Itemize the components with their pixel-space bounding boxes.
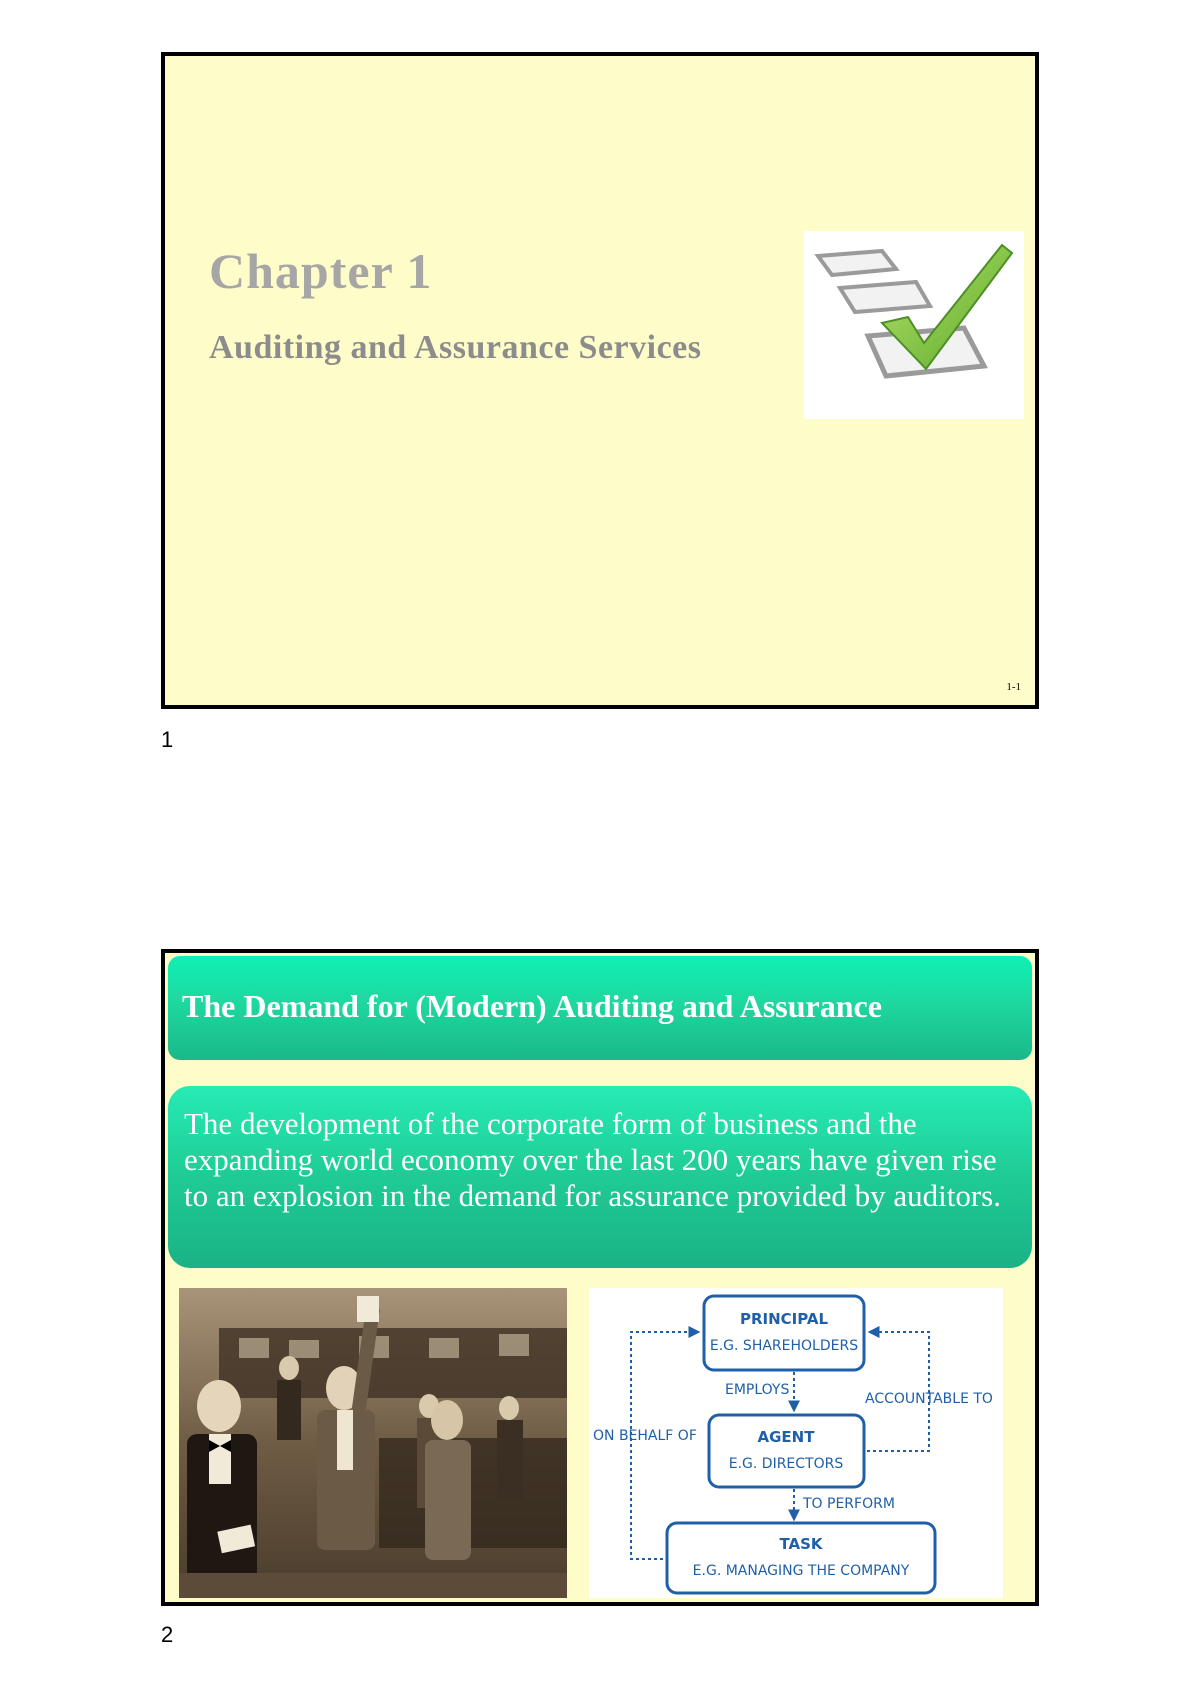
slide-title: The Demand for (Modern) Auditing and Assurance (182, 988, 882, 1024)
agent-example: E.G. DIRECTORS (728, 1456, 844, 1472)
agent-box (709, 1415, 864, 1487)
chapter-subtitle: Auditing and Assurance Services (209, 329, 702, 366)
slide-number: 1-1 (1006, 681, 1021, 693)
employs-label: EMPLOYS (725, 1382, 790, 1398)
to-perform-label: TO PERFORM (803, 1496, 895, 1512)
principal-example: E.G. SHAREHOLDERS (709, 1338, 859, 1354)
accountable-to-label: ACCOUNTABLE TO (865, 1391, 993, 1407)
slide-1 (161, 52, 1039, 709)
page-number: 1 (161, 727, 174, 752)
principal-title: PRINCIPAL (739, 1310, 829, 1328)
title-banner (168, 956, 1032, 1060)
task-box (667, 1523, 935, 1593)
principal-agent-diagram (589, 1288, 1003, 1598)
body-text-box (168, 1086, 1032, 1268)
checklist-checkmark-icon (804, 231, 1024, 419)
on-behalf-of-label: ON BEHALF OF (593, 1428, 697, 1444)
task-example: E.G. MANAGING THE COMPANY (692, 1563, 910, 1579)
stock-exchange-trading-floor-photo (179, 1288, 567, 1598)
chapter-title: Chapter 1 (209, 243, 433, 299)
body-text: The development of the corporate form of business and the expanding world economy over the last 200 years have given rise to an explosion in the demand for assurance provided by auditors. (184, 1106, 1001, 1213)
page-number: 2 (161, 1622, 174, 1647)
slide-2 (161, 949, 1039, 1606)
agent-title: AGENT (757, 1428, 815, 1446)
principal-box (704, 1296, 864, 1370)
task-title: TASK (779, 1535, 823, 1553)
